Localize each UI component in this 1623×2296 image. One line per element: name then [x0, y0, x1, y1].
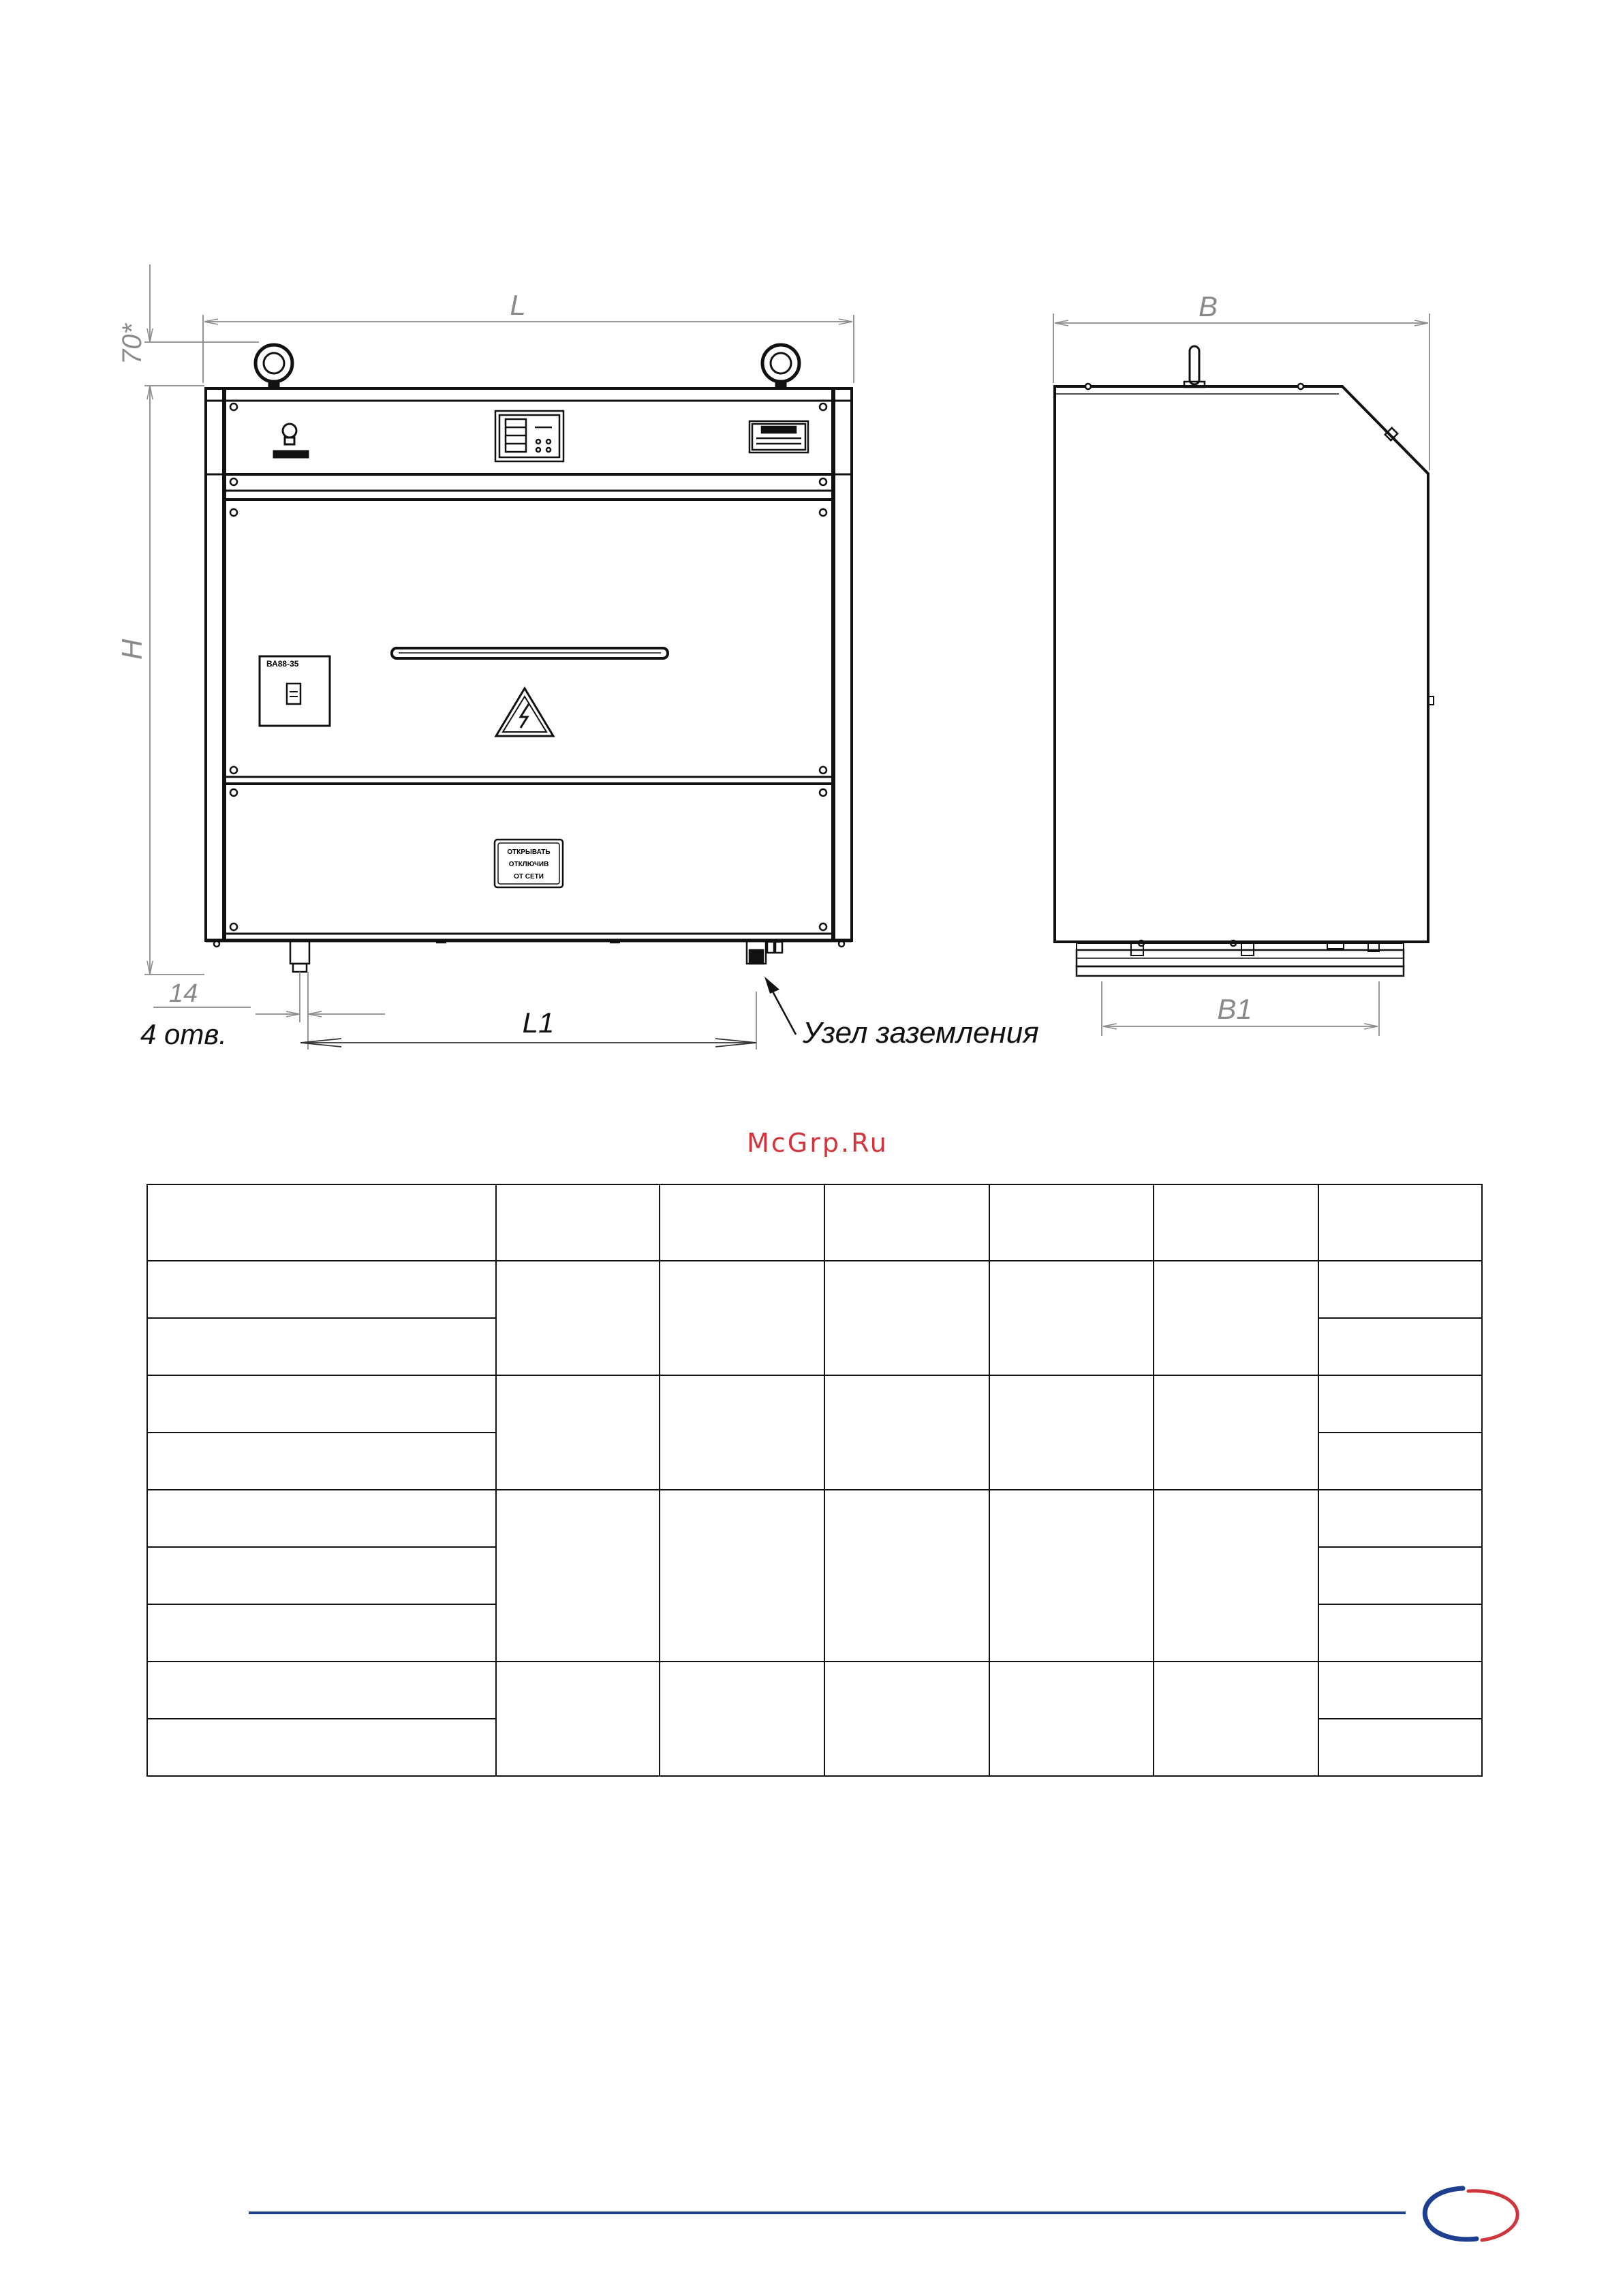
table-cell — [147, 1547, 496, 1604]
table-cell — [824, 1261, 989, 1375]
table-cell — [1318, 1261, 1482, 1318]
grounding-arrowhead — [764, 977, 779, 994]
spec-table — [146, 1184, 1483, 1777]
table-cell — [1318, 1604, 1482, 1662]
table-header-row — [147, 1184, 1482, 1261]
table-cell — [1154, 1662, 1318, 1776]
table-cell — [1318, 1662, 1482, 1719]
table-cell — [147, 1719, 496, 1776]
table-cell — [660, 1261, 824, 1375]
warning-triangle — [496, 688, 553, 736]
dim-label-L1: L1 — [522, 1007, 555, 1039]
table-cell — [1318, 1433, 1482, 1490]
grounding-label: Узел заземления — [803, 1016, 1039, 1050]
table-cell — [660, 1375, 824, 1490]
table-cell — [147, 1490, 496, 1547]
table-row — [147, 1490, 1482, 1547]
door-plate-line-2: ОТКЛЮЧИВ — [508, 861, 549, 868]
rating-plate — [749, 421, 808, 453]
door-plate-line-3: ОТ СЕТИ — [514, 873, 544, 881]
door-plate-line-1: ОТКРЫВАТЬ — [507, 848, 551, 856]
table-cell — [147, 1433, 496, 1490]
table-cell — [824, 1490, 989, 1662]
table-cell — [1154, 1375, 1318, 1490]
indicator-lamp — [274, 424, 308, 457]
table-cell — [1318, 1490, 1482, 1547]
table-cell — [496, 1184, 660, 1261]
table-row — [147, 1375, 1482, 1433]
footer-line — [249, 2211, 1406, 2214]
table-cell — [824, 1375, 989, 1490]
dim-label-L: L — [510, 289, 526, 321]
table-cell — [1318, 1318, 1482, 1375]
table-cell — [1318, 1375, 1482, 1433]
table-cell — [824, 1184, 989, 1261]
table-cell — [1318, 1547, 1482, 1604]
table-cell — [496, 1662, 660, 1776]
brand-logo-icon — [1421, 2184, 1530, 2246]
table-cell — [496, 1261, 660, 1375]
table-cell — [496, 1490, 660, 1662]
table-cell — [989, 1261, 1154, 1375]
table-cell — [989, 1184, 1154, 1261]
side-dimensions — [1053, 313, 1429, 1036]
side-view — [1055, 346, 1434, 976]
table-cell — [147, 1662, 496, 1719]
watermark: McGrp.Ru — [747, 1128, 888, 1158]
table-row — [147, 1662, 1482, 1719]
dim-label-H: H — [116, 639, 148, 660]
technical-drawing — [0, 0, 1623, 1090]
table-cell — [824, 1662, 989, 1776]
control-meter — [495, 411, 563, 461]
table-cell — [496, 1375, 660, 1490]
table-cell — [989, 1375, 1154, 1490]
lifting-eye-left — [256, 345, 292, 388]
table-cell — [147, 1184, 496, 1261]
dim-label-14: 14 — [169, 979, 198, 1008]
dim-label-70: 70* — [117, 323, 147, 365]
table-cell — [660, 1662, 824, 1776]
holes-label: 4 отв. — [140, 1018, 227, 1050]
dim-label-B: B — [1198, 290, 1218, 322]
table-cell — [1154, 1490, 1318, 1662]
table-cell — [147, 1261, 496, 1318]
table-cell — [660, 1490, 824, 1662]
table-cell — [989, 1490, 1154, 1662]
table-cell — [147, 1604, 496, 1662]
table-cell — [1318, 1719, 1482, 1776]
table-cell — [660, 1184, 824, 1261]
table-cell — [1154, 1184, 1318, 1261]
lifting-eye-right — [762, 345, 799, 388]
table-cell — [147, 1318, 496, 1375]
breaker-label: ВА88-35 — [266, 659, 299, 669]
table-cell — [1318, 1184, 1482, 1261]
table-cell — [1154, 1261, 1318, 1375]
table-row — [147, 1261, 1482, 1318]
table-cell — [147, 1375, 496, 1433]
dim-label-B1: B1 — [1217, 993, 1252, 1025]
table-cell — [989, 1662, 1154, 1776]
mount-feet — [290, 940, 782, 972]
